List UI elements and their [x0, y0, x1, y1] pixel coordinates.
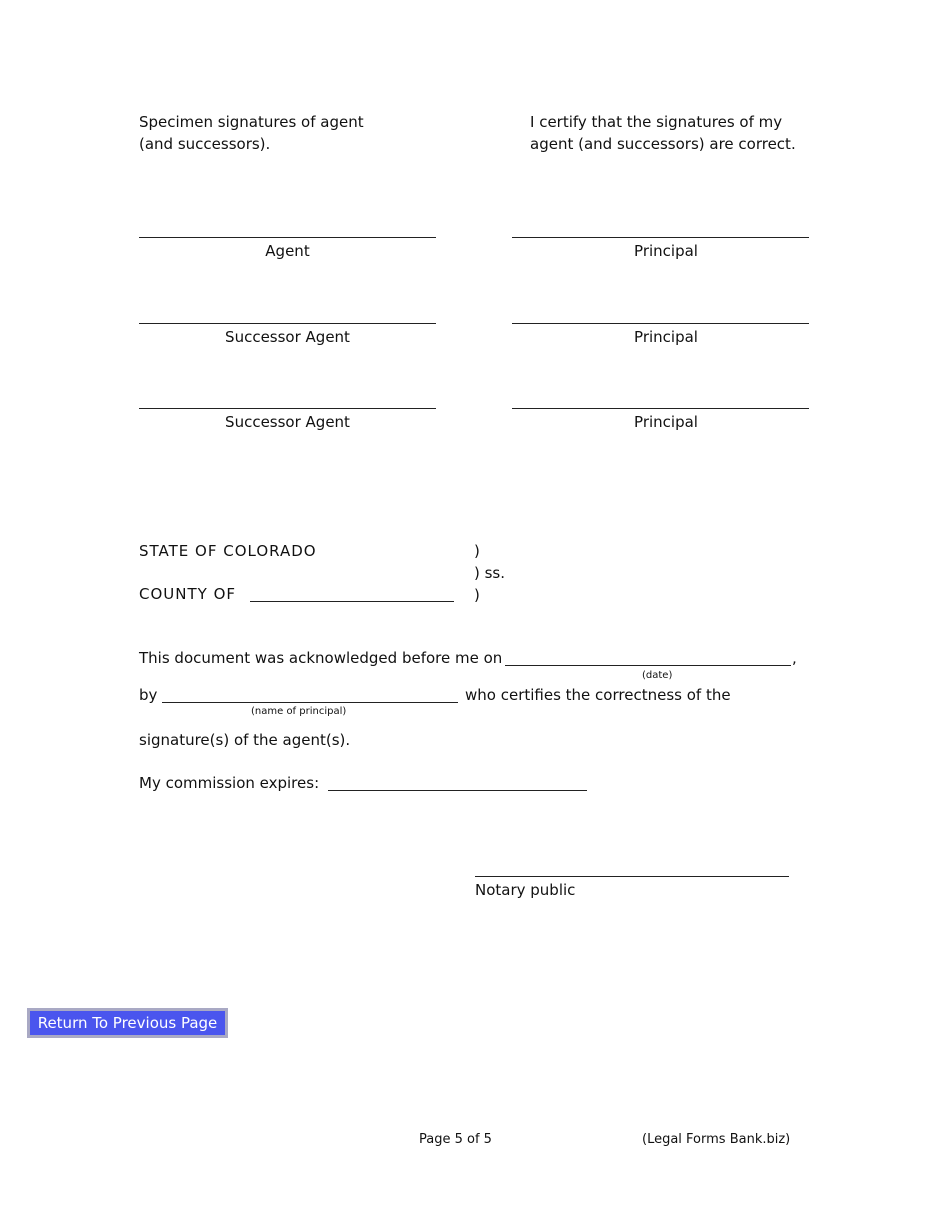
specimen-right-line1: I certify that the signatures of my	[530, 113, 783, 131]
agent-label: Agent	[265, 242, 310, 260]
ack-comma: ,	[792, 649, 797, 667]
page-number: Page 5 of 5	[419, 1132, 492, 1147]
venue-paren-ss: ) ss.	[474, 564, 506, 582]
venue-paren-3: )	[474, 586, 480, 604]
state-heading: STATE OF COLORADO	[139, 542, 317, 560]
agent-signature-line[interactable]	[139, 237, 436, 238]
specimen-right-line2: agent (and successors) are correct.	[530, 135, 796, 153]
county-heading: COUNTY OF	[139, 585, 237, 603]
specimen-left-line1: Specimen signatures of agent	[139, 113, 364, 131]
principal-name-blank[interactable]	[162, 702, 458, 703]
notary-signature-line[interactable]	[475, 876, 789, 877]
county-blank[interactable]	[250, 601, 454, 602]
successor-agent-label-1: Successor Agent	[225, 328, 350, 346]
venue-paren-1: )	[474, 542, 480, 560]
ack-by: by	[139, 686, 158, 704]
commission-blank[interactable]	[328, 790, 587, 791]
ack-line2-tail: who certifies the correctness of the	[465, 686, 731, 704]
principal-label-3: Principal	[634, 413, 698, 431]
principal-signature-line-2[interactable]	[512, 323, 809, 324]
footer-source: (Legal Forms Bank.biz)	[642, 1132, 791, 1147]
return-to-previous-page-button[interactable]: Return To Previous Page	[27, 1008, 228, 1038]
specimen-left-line2: (and successors).	[139, 135, 271, 153]
ack-line1: This document was acknowledged before me on	[139, 649, 503, 667]
ack-line3: signature(s) of the agent(s).	[139, 731, 351, 749]
date-blank[interactable]	[505, 665, 791, 666]
commission-label: My commission expires:	[139, 774, 320, 792]
notary-label: Notary public	[475, 881, 576, 899]
principal-label-1: Principal	[634, 242, 698, 260]
successor-agent-signature-line-1[interactable]	[139, 323, 436, 324]
principal-name-caption: (name of principal)	[251, 706, 347, 717]
principal-signature-line-3[interactable]	[512, 408, 809, 409]
successor-agent-signature-line-2[interactable]	[139, 408, 436, 409]
principal-signature-line-1[interactable]	[512, 237, 809, 238]
date-caption: (date)	[642, 670, 673, 681]
principal-label-2: Principal	[634, 328, 698, 346]
successor-agent-label-2: Successor Agent	[225, 413, 350, 431]
